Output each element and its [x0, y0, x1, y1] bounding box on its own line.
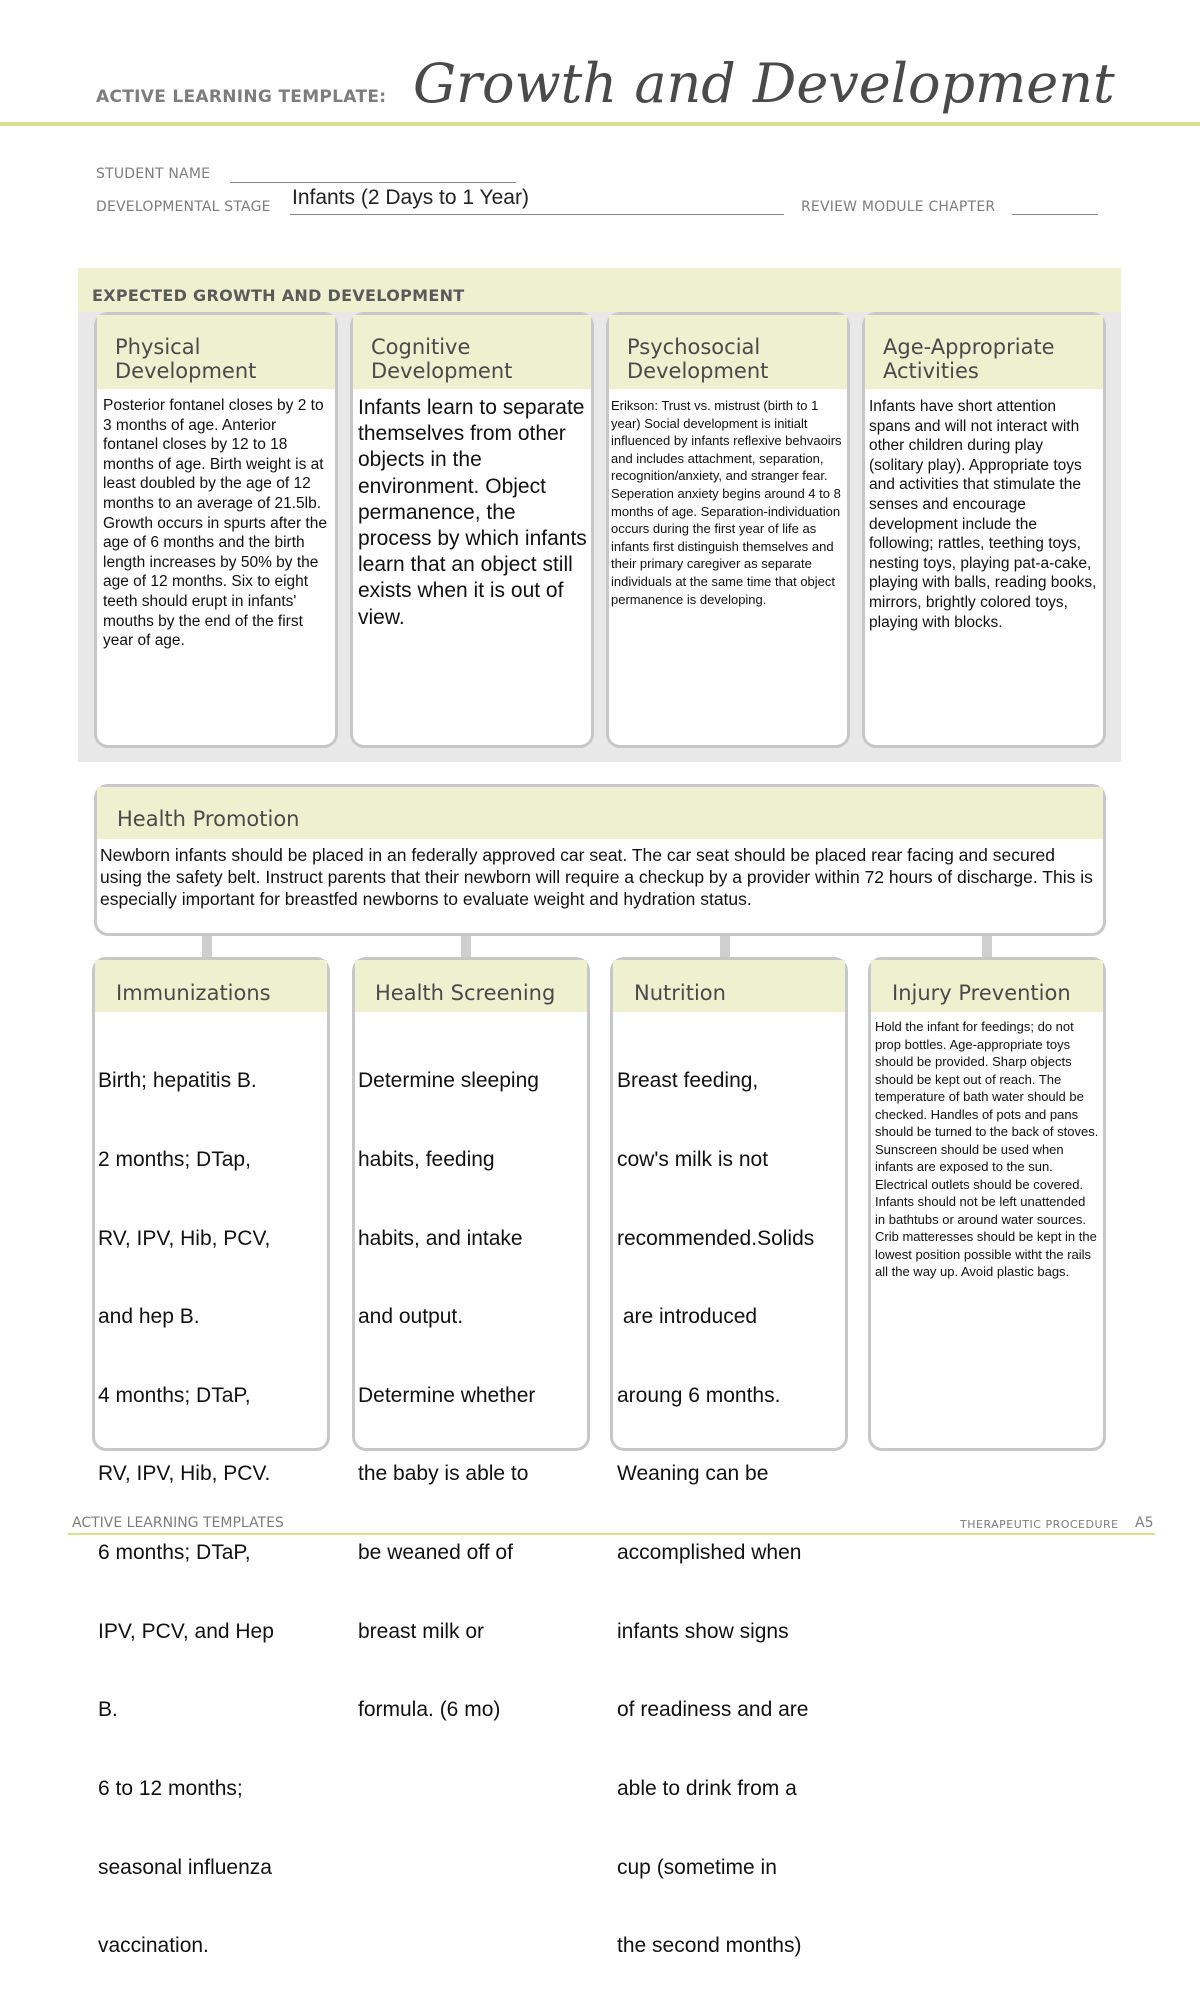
immunizations-line: 2 months; DTap, — [98, 1148, 251, 1172]
injury-prevention-text: Hold the infant for feedings; do not prop bottles. Age-appropriate toys should be provided. Sharp objects should be kept out of reach. The temperature of bath water should be checked. Handles of pots and pans should be turned to the back of stoves. Sunscreen should be used when infants are exposed to the sun. Electrical outlets should be covered. Infants should not be left unattended in bathtubs or around water sources. Crib matteresses should be kept in the lowest position possible witht the rails all the way up. Avoid plastic bags. — [875, 1019, 1099, 1279]
health-screening-line: Determine sleeping — [358, 1069, 539, 1093]
immunizations-line: and hep B. — [98, 1305, 200, 1329]
age-appropriate-activities-title: Age-Appropriate Activities — [883, 335, 1055, 383]
immunizations-line: RV, IPV, Hib, PCV, — [98, 1226, 271, 1250]
health-screening-line: the baby is able to — [358, 1462, 529, 1486]
psychosocial-development-card — [606, 312, 850, 748]
connector — [720, 936, 730, 958]
nutrition-line: cow's milk is not — [617, 1148, 769, 1172]
immunizations-line: B. — [98, 1698, 118, 1722]
nutrition-line: of readiness and are — [617, 1698, 809, 1722]
developmental-stage-label: DEVELOPMENTAL STAGE — [96, 199, 271, 215]
health-screening-line: breast milk or — [358, 1619, 485, 1643]
injury-prevention-card — [868, 957, 1106, 1451]
health-promotion-title: Health Promotion — [117, 807, 300, 831]
health-screening-line: Determine whether — [358, 1383, 536, 1407]
developmental-stage-field[interactable] — [290, 214, 784, 215]
physical-development-card — [94, 312, 338, 748]
physical-development-title: Physical Development — [115, 335, 257, 383]
nutrition-line: are introduced — [617, 1305, 758, 1329]
nutrition-line: infants show signs — [617, 1619, 789, 1643]
footer-right-text: THERAPEUTIC PROCEDURE — [960, 1518, 1119, 1531]
health-promotion-text: Newborn infants should be placed in an federally approved car seat. The car seat should be placed rear facing and secured using the safety belt. Instruct parents that their newborn will require a checkup by a provider within 72 hours of discharge. This is especially important for breastfed newborns to evaluate weight and hydration status. — [100, 845, 1093, 909]
page-title: Growth and Development — [413, 52, 1115, 115]
page-number: A5 — [1135, 1515, 1154, 1531]
review-chapter-field[interactable] — [1012, 214, 1098, 215]
immunizations-line: 6 to 12 months; — [98, 1776, 243, 1800]
immunizations-line: 6 months; DTaP, — [98, 1541, 251, 1565]
health-screening-text — [358, 1016, 590, 1776]
nutrition-line: able to drink from a — [617, 1776, 797, 1800]
health-screening-line: habits, feeding — [358, 1148, 495, 1172]
footer-left-text: ACTIVE LEARNING TEMPLATES — [72, 1515, 284, 1531]
connector — [461, 936, 471, 958]
health-screening-line: habits, and intake — [358, 1226, 523, 1250]
health-screening-line: formula. (6 mo) — [358, 1698, 501, 1722]
cognitive-development-card — [350, 312, 594, 748]
student-name-label: STUDENT NAME — [96, 166, 211, 182]
immunizations-line: Birth; hepatitis B. — [98, 1069, 257, 1093]
connector — [982, 936, 992, 958]
health-screening-line: be weaned off of — [358, 1541, 513, 1565]
nutrition-line: aroung 6 months. — [617, 1383, 781, 1407]
psychosocial-development-text: Erikson: Trust vs. mistrust (birth to 1 year) Social development is initialt influenced by infants reflexive behvaoirs and includes attachment, separation, recognition/anxiety, and stranger fear. Seperation anxiety begins around 4 to 8 months of age. Separation-individuation occurs during the first year of life as infants first distinguish themselves and their primary caregiver as separate individuals at the same time that object permanence is developing. — [611, 398, 842, 607]
health-screening-line: and output. — [358, 1305, 464, 1329]
student-name-field[interactable] — [230, 182, 516, 183]
immunizations-line: vaccination. — [98, 1934, 209, 1958]
nutrition-line: cup (sometime in — [617, 1855, 777, 1879]
expected-growth-title: EXPECTED GROWTH AND DEVELOPMENT — [92, 286, 465, 305]
immunizations-line: RV, IPV, Hib, PCV. — [98, 1462, 271, 1486]
review-chapter-label: REVIEW MODULE CHAPTER — [801, 199, 996, 215]
nutrition-line: Weaning can be — [617, 1462, 769, 1486]
nutrition-line: Breast feeding, — [617, 1069, 759, 1093]
nutrition-text — [617, 1016, 849, 2012]
template-label: ACTIVE LEARNING TEMPLATE: — [96, 87, 387, 107]
injury-prevention-title: Injury Prevention — [892, 981, 1071, 1005]
immunizations-line: IPV, PCV, and Hep — [98, 1619, 274, 1643]
nutrition-line: the second months) — [617, 1934, 802, 1958]
physical-development-text: Posterior fontanel closes by 2 to 3 months of age. Anterior fontanel closes by 12 to 18 months of age. Birth weight is at least doubled by the age of 12 months to an average of 21.5lb. Growth occurs in spurts after the age of 6 months and the birth length increases by 50% by the age of 12 months. Six to eight teeth should erupt in infants' mouths by the end of the first year of age. — [103, 397, 327, 650]
immunizations-line: 4 months; DTaP, — [98, 1383, 251, 1407]
age-appropriate-activities-card — [862, 312, 1106, 748]
immunizations-line: seasonal influenza — [98, 1855, 272, 1879]
header-divider — [0, 122, 1200, 126]
cognitive-development-text: Infants learn to separate themselves from other objects in the environment. Object permanence, the process by which infants learn that an object still exists when it is out of view. — [358, 396, 587, 629]
nutrition-card — [610, 957, 848, 1958]
connector — [202, 936, 212, 958]
age-appropriate-activities-text: Infants have short attention spans and will not interact with other children during play (solitary play). Appropriate toys and activities that stimulate the senses and encourage development include the following; rattles, teething toys, nesting toys, playing pat-a-cake, playing with balls, reading books, mirrors, brightly colored toys, playing with blocks. — [869, 398, 1097, 631]
nutrition-line: recommended.Solids — [617, 1226, 815, 1250]
health-promotion-card — [94, 784, 1106, 936]
developmental-stage-value: Infants (2 Days to 1 Year) — [292, 186, 529, 209]
immunizations-text — [98, 1016, 330, 2012]
cognitive-development-title: Cognitive Development — [371, 335, 513, 383]
health-screening-title: Health Screening — [375, 981, 556, 1005]
psychosocial-development-title: Psychosocial Development — [627, 335, 769, 383]
health-screening-card — [352, 957, 590, 1722]
nutrition-title: Nutrition — [634, 981, 726, 1005]
nutrition-line: accomplished when — [617, 1541, 802, 1565]
footer-divider — [68, 1533, 1155, 1535]
immunizations-title: Immunizations — [116, 981, 271, 1005]
